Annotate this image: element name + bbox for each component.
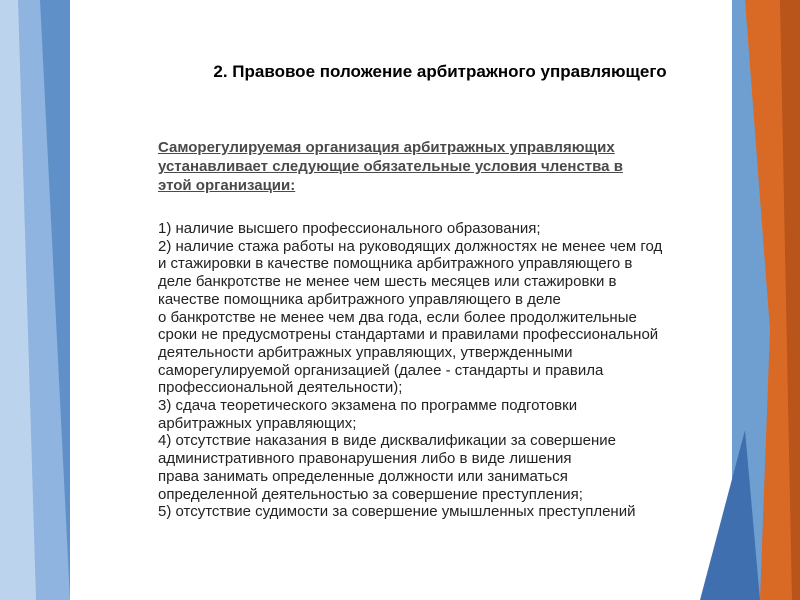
- body-line: 1) наличие высшего профессионального образования;: [158, 220, 541, 237]
- body-line: деле банкротстве не менее чем шесть месяцев или стажировки в: [158, 273, 617, 291]
- body-line: определенной деятельностью за совершение преступления;: [158, 485, 583, 503]
- intro-line: Саморегулируемая организация арбитражных управляющих: [158, 139, 615, 156]
- body-line: 3) сдача теоретического экзамена по программе подготовки: [158, 397, 578, 415]
- body-line: профессиональной деятельности);: [158, 379, 403, 397]
- body-line: 4) отсутствие наказания в виде дисквалификации за совершение: [158, 432, 616, 450]
- body-line: сроки не предусмотрены стандартами и правилами профессиональной: [158, 326, 659, 344]
- body-line: права занимать определенные должности или заниматься: [158, 467, 568, 485]
- body-line: о банкротстве не менее чем два года, если более продолжительные: [158, 308, 637, 326]
- body-line: 2) наличие стажа работы на руководящих должностях не менее чем год: [158, 237, 663, 255]
- body-line: качестве помощника арбитражного управляющего в деле: [158, 290, 561, 308]
- body-line: административного правонарушения либо в виде лишения: [158, 450, 572, 468]
- intro-paragraph: [158, 138, 758, 195]
- body-line: 5) отсутствие судимости за совершение умышленных преступлений: [158, 503, 636, 521]
- slide-title: 2. Правовое положение арбитражного управляющего: [213, 62, 667, 81]
- conditions-list: [158, 220, 768, 521]
- body-line: деятельности арбитражных управляющих, утвержденными: [158, 343, 573, 361]
- intro-line: устанавливает следующие обязательные условия членства в: [158, 158, 623, 175]
- intro-line: этой организации:: [158, 177, 296, 194]
- body-line: и стажировки в качестве помощника арбитражного управляющего в: [158, 255, 633, 273]
- body-line: саморегулируемой организацией (далее - стандарты и правила: [158, 361, 604, 379]
- body-line: арбитражных управляющих;: [158, 414, 357, 432]
